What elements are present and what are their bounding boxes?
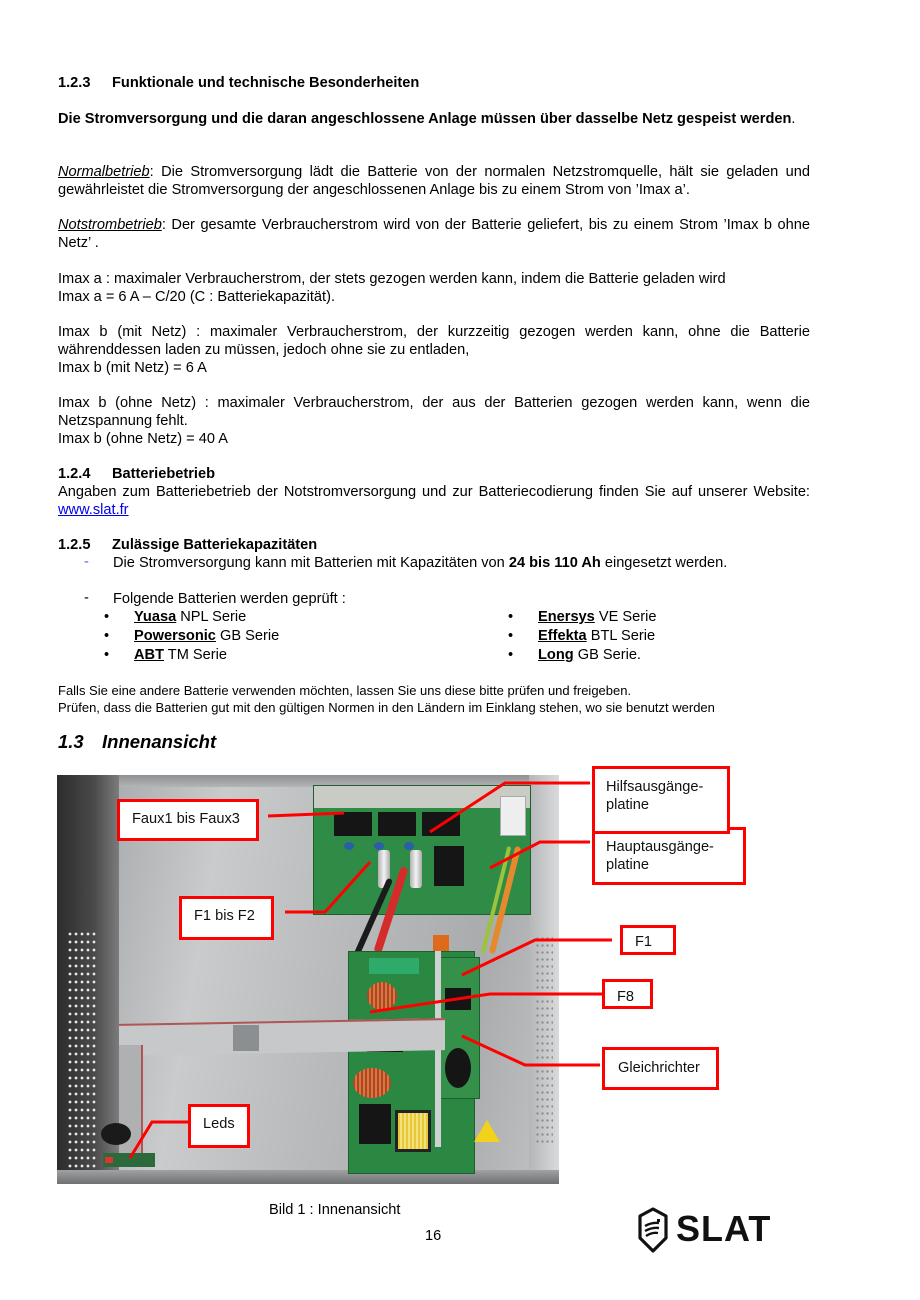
ferrite-core [101, 1123, 131, 1145]
section-heading-1-2-5 [58, 536, 810, 554]
battery-series: NPL Serie [176, 609, 247, 625]
section-heading-1-2-3 [58, 74, 810, 92]
enclosure-bottom-wall [57, 1170, 559, 1184]
figure-caption: Bild 1 : Innenansicht [269, 1202, 401, 1218]
capacity-post: eingesetzt werden. [600, 555, 728, 571]
callout-label: Leds [203, 1116, 235, 1132]
battery-series: TM Serie [164, 647, 227, 663]
shield-logo-icon [636, 1206, 670, 1254]
led [105, 1157, 113, 1163]
battery-series: BTL Serie [586, 628, 656, 644]
dash-marker: - [84, 590, 89, 606]
bold-note-text: Die Stromversorgung und die daran angeschlossene Anlage müssen über dasselbe Netz gespeist werden [58, 111, 792, 127]
bold-note-period: . [791, 111, 796, 127]
callout-label: platine [606, 857, 650, 873]
callout-label: F8 [617, 989, 635, 1005]
capacitor [404, 842, 414, 850]
battery-brand: Enersys [538, 609, 595, 625]
capacitor-large [445, 1048, 471, 1088]
bullet-icon: • [104, 628, 110, 644]
callout-faux [117, 799, 259, 841]
standards-note: Prüfen, dass die Batterien gut mit den gültigen Normen in den Ländern im Einklang stehen, wo sie benutzt werden [58, 700, 715, 715]
dash-marker: - [84, 554, 89, 570]
battery-series: GB Serie [215, 628, 280, 644]
callout-f8 [602, 979, 653, 1009]
ribbon-cable [119, 1018, 445, 1056]
website-link[interactable]: www.slat.fr [58, 502, 129, 518]
bullet-icon: • [508, 609, 514, 625]
section-number: 1.2.5 [58, 537, 91, 553]
connector [500, 796, 526, 836]
battery-series: VE Serie [594, 609, 657, 625]
warning-icon [474, 1120, 500, 1142]
capacitor [374, 842, 384, 850]
bullet-icon: • [104, 647, 110, 663]
section-heading-1-2-4 [58, 465, 810, 483]
enclosure-left-wall [57, 775, 119, 1184]
cable-clip [233, 1025, 259, 1051]
emergency-operation-paragraph [58, 216, 810, 252]
imax-b-ohne-value: Imax b (ohne Netz) = 40 A [58, 431, 228, 447]
section-number: 1.2.3 [58, 75, 91, 91]
callout-label: platine [606, 797, 650, 813]
callout-label: F1 [635, 934, 653, 950]
enclosure-right-wall [529, 775, 559, 1184]
bullet-icon: • [508, 647, 514, 663]
battery-brand: Effekta [538, 628, 587, 644]
battery-brand: Powersonic [134, 628, 216, 644]
normal-operation-text: : Die Stromversorgung lädt die Batterie von der normalen Netzstromquelle, hält sie geladen und gewährleistet die Stromversorgung der angeschlossenen Anlage bis zu einem Strom von ’Imax a’. [58, 164, 810, 198]
rectifier-board [440, 957, 480, 1099]
section-number: 1.3 [58, 731, 84, 752]
relay [422, 812, 460, 836]
callout-label: Gleichrichter [618, 1060, 700, 1076]
imax-b-mit-value: Imax b (mit Netz) = 6 A [58, 360, 207, 376]
normal-operation-paragraph [58, 163, 810, 199]
bold-note [58, 110, 810, 128]
connector [433, 935, 449, 951]
relay [378, 812, 416, 836]
capacitor [344, 842, 354, 850]
section-number: 1.2.4 [58, 466, 91, 482]
inductor [367, 982, 397, 1010]
ventilation-holes [67, 930, 97, 1170]
section-title: Funktionale und technische Besonderheiten [112, 75, 420, 91]
tested-batteries-intro: Folgende Batterien werden geprüft : [113, 591, 346, 607]
section-title: Innenansicht [102, 731, 217, 752]
emergency-operation-label: Notstrombetrieb [58, 217, 162, 233]
other-battery-note: Falls Sie eine andere Batterie verwenden möchten, lassen Sie uns diese bitte prüfen und freigeben. [58, 683, 632, 698]
ribbon-cable [119, 1045, 143, 1165]
relay [445, 988, 471, 1010]
imax-b-mit-description: Imax b (mit Netz) : maximaler Verbraucherstrom, der kurzzeitig gezogen werden kann, ohne die Batterie währenddessen laden zu müssen, jedoch ohne sie zu entladen, [58, 324, 810, 358]
slat-logo [636, 1206, 772, 1254]
logo-wordmark: SLAT [676, 1208, 772, 1249]
callout-fuses-f1-f2 [179, 896, 274, 940]
bullet-icon: • [104, 609, 110, 625]
section-heading-1-3 [58, 731, 216, 753]
ventilation-holes [535, 935, 553, 1145]
capacity-range-line [113, 554, 813, 572]
capacity-range: 24 bis 110 Ah [508, 555, 601, 571]
imax-a-description: Imax a : maximaler Verbraucherstrom, der stets gezogen werden kann, indem die Batterie geladen wird [58, 271, 726, 287]
chip [434, 846, 464, 886]
callout-f1 [620, 925, 676, 955]
imax-a-value: Imax a = 6 A – C/20 (C : Batteriekapazität). [58, 289, 336, 305]
relay [334, 812, 372, 836]
battery-brand: ABT [134, 647, 164, 663]
callout-label: Hilfsausgänge- [606, 779, 704, 795]
inductor [353, 1068, 391, 1098]
callout-main-output-board [592, 827, 746, 885]
emergency-operation-text: : Der gesamte Verbraucherstrom wird von der Batterie geliefert, bis zu einem Strom ’Imax b ohne Netz’ . [58, 217, 810, 251]
fuse [410, 850, 422, 888]
callout-label: Hauptausgänge- [606, 839, 714, 855]
capacity-pre: Die Stromversorgung kann mit Batterien mit Kapazitäten von [113, 555, 509, 571]
section-title: Zulässige Batteriekapazitäten [112, 537, 318, 553]
battery-brand: Yuasa [134, 609, 177, 625]
callout-leds [188, 1104, 250, 1148]
battery-brand: Long [538, 647, 574, 663]
heatsink [359, 1104, 391, 1144]
battery-operation-text: Angaben zum Batteriebetrieb der Notstromversorgung und zur Batteriecodierung finden Sie auf unserer Website: [58, 484, 810, 500]
transformer [395, 1110, 431, 1152]
terminal-strip [314, 786, 530, 808]
battery-operation-paragraph [58, 483, 810, 519]
callout-aux-output-board [592, 766, 730, 834]
callout-label: F1 bis F2 [194, 908, 255, 924]
callout-label: Faux1 bis Faux3 [132, 811, 240, 827]
callout-rectifier [602, 1047, 719, 1090]
imax-b-ohne-description: Imax b (ohne Netz) : maximaler Verbraucherstrom, der aus der Batterien gezogen werden kann, wenn die Netzspannung fehlt. [58, 395, 810, 429]
terminal-block [369, 958, 419, 974]
normal-operation-label: Normalbetrieb [58, 164, 150, 180]
battery-series: GB Serie. [573, 647, 641, 663]
section-title: Batteriebetrieb [112, 466, 215, 482]
bullet-icon: • [508, 628, 514, 644]
page-number: 16 [425, 1228, 442, 1244]
